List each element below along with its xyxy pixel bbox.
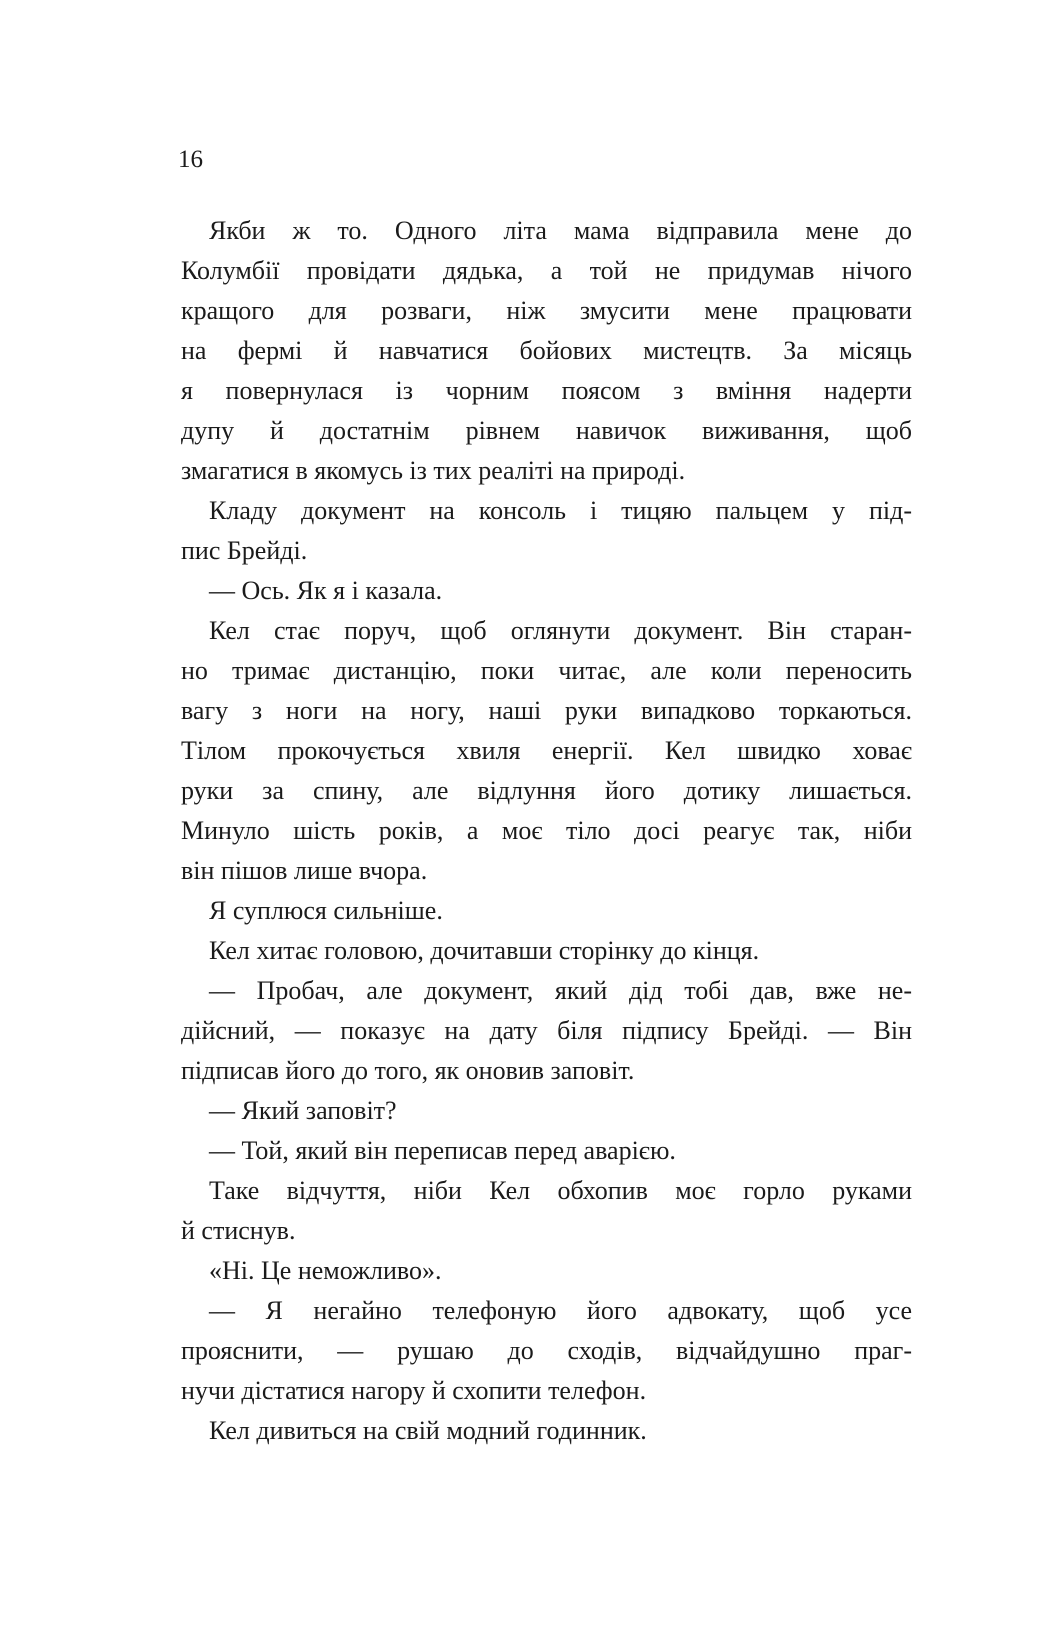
text-line: дупу й достатнім рівнем навичок виживання, щоб (181, 416, 912, 445)
paragraph (181, 1251, 912, 1291)
text-line: Таке відчуття, ніби Кел обхопив моє горло руками (209, 1176, 912, 1205)
text-line: пис Брейді. (181, 536, 308, 565)
text-line: Колумбії провідати дядька, а той не придумав нічого (181, 256, 912, 285)
text-line: — Я негайно телефоную його адвокату, щоб усе (209, 1296, 912, 1325)
text-line: Я суплюся сильніше. (209, 896, 443, 925)
text-line: Тілом прокочується хвиля енергії. Кел швидко ховає (181, 736, 912, 765)
text-line: на фермі й навчатися бойових мистецтв. За місяць (181, 336, 912, 365)
page-number: 16 (178, 146, 203, 173)
text-line: Кел стає поруч, щоб оглянути документ. Він старан- (209, 616, 912, 645)
paragraph (181, 1091, 912, 1131)
paragraph (181, 1131, 912, 1171)
text-line: — Той, який він переписав перед аварією. (209, 1136, 676, 1165)
text-line: вагу з ноги на ногу, наші руки випадково торкаються. (181, 696, 912, 725)
text-line: й стиснув. (181, 1216, 296, 1245)
paragraph (181, 491, 912, 571)
text-line: Якби ж то. Одного літа мама відправила мене до (209, 216, 912, 245)
paragraph (181, 931, 912, 971)
paragraph (181, 1411, 912, 1451)
text-line: нучи дістатися нагору й схопити телефон. (181, 1376, 647, 1405)
text-line: — Пробач, але документ, який дід тобі дав, вже не- (209, 976, 912, 1005)
paragraph (181, 971, 912, 1091)
text-line: — Ось. Як я і казала. (209, 576, 443, 605)
page-text (181, 211, 912, 1451)
paragraph (181, 891, 912, 931)
text-line: но тримає дистанцію, поки читає, але коли переносить (181, 656, 912, 685)
text-line: руки за спину, але відлуння його дотику лишається. (181, 776, 912, 805)
text-line: змагатися в якомусь із тих реаліті на природі. (181, 456, 686, 485)
text-line: прояснити, — рушаю до сходів, відчайдушно праг- (181, 1336, 912, 1365)
text-line: Кладу документ на консоль і тицяю пальцем у під- (209, 496, 912, 525)
text-line: Кел хитає головою, дочитавши сторінку до кінця. (209, 936, 760, 965)
paragraph (181, 1291, 912, 1411)
paragraph (181, 611, 912, 891)
text-line: — Який заповіт? (209, 1096, 397, 1125)
text-line: підписав його до того, як оновив заповіт. (181, 1056, 635, 1085)
paragraph (181, 1171, 912, 1251)
paragraph (181, 211, 912, 491)
text-line: він пішов лише вчора. (181, 856, 428, 885)
paragraph (181, 571, 912, 611)
text-line: кращого для розваги, ніж змусити мене працювати (181, 296, 912, 325)
text-line: Минуло шість років, а моє тіло досі реагує так, ніби (181, 816, 912, 845)
text-line: дійсний, — показує на дату біля підпису Брейді. — Він (181, 1016, 912, 1045)
text-line: Кел дивиться на свій модний годинник. (209, 1416, 647, 1445)
text-line: я повернулася із чорним поясом з вміння надерти (181, 376, 912, 405)
text-line: «Ні. Це неможливо». (209, 1256, 442, 1285)
